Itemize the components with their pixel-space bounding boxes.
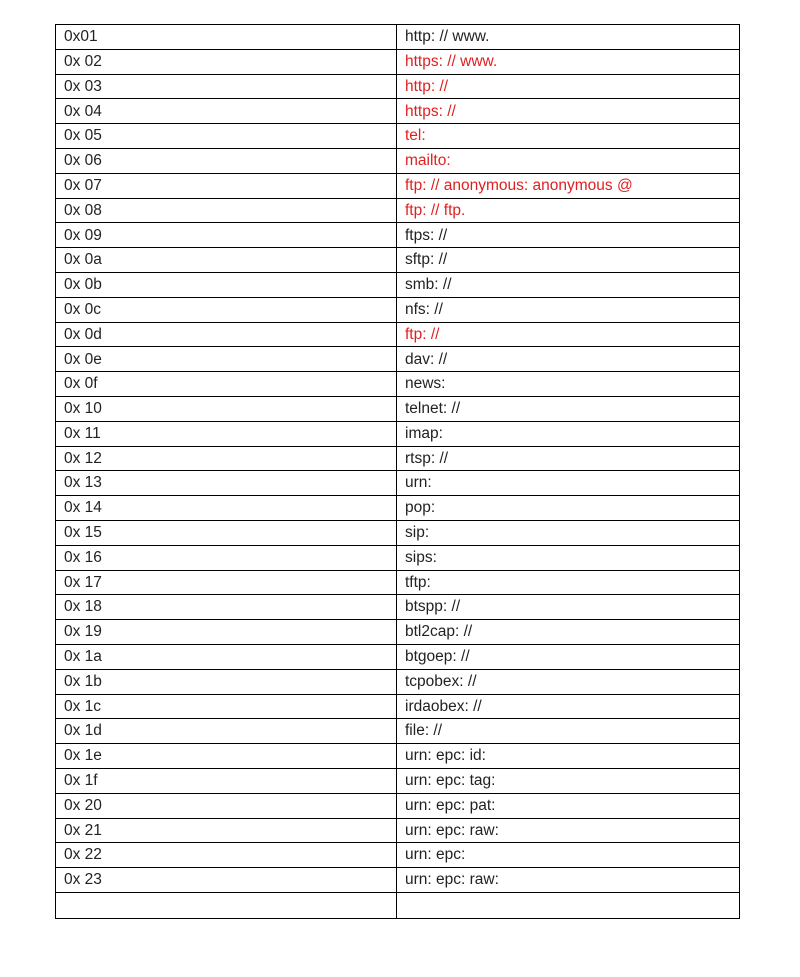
- code-cell: 0x 1f: [56, 768, 397, 793]
- code-cell: 0x 09: [56, 223, 397, 248]
- prefix-cell: https: //: [397, 99, 740, 124]
- prefix-cell: news:: [397, 372, 740, 397]
- prefix-cell: urn: epc: raw:: [397, 818, 740, 843]
- prefix-cell: ftp: //: [397, 322, 740, 347]
- code-cell: 0x 1b: [56, 669, 397, 694]
- table-row: [56, 496, 740, 521]
- prefix-cell: sftp: //: [397, 248, 740, 273]
- table-row: [56, 297, 740, 322]
- code-cell: 0x 1a: [56, 644, 397, 669]
- prefix-cell: mailto:: [397, 148, 740, 173]
- prefix-cell: btspp: //: [397, 595, 740, 620]
- code-cell: 0x 1c: [56, 694, 397, 719]
- code-cell: 0x 0a: [56, 248, 397, 273]
- table-row: [56, 644, 740, 669]
- code-cell: 0x01: [56, 25, 397, 50]
- table-row: [56, 74, 740, 99]
- code-cell: [56, 892, 397, 918]
- prefix-cell: urn: epc: tag:: [397, 768, 740, 793]
- table-row: [56, 545, 740, 570]
- code-cell: 0x 13: [56, 471, 397, 496]
- code-cell: 0x 07: [56, 173, 397, 198]
- table-row: [56, 868, 740, 893]
- table-row: [56, 198, 740, 223]
- table-row: [56, 471, 740, 496]
- table-row: [56, 372, 740, 397]
- table-row: [56, 719, 740, 744]
- code-cell: 0x 02: [56, 49, 397, 74]
- prefix-cell: dav: //: [397, 347, 740, 372]
- table-row: [56, 347, 740, 372]
- code-cell: 0x 0c: [56, 297, 397, 322]
- table-row: [56, 669, 740, 694]
- prefix-cell: [397, 892, 740, 918]
- table-row: [56, 768, 740, 793]
- table-row: [56, 793, 740, 818]
- code-cell: 0x 0f: [56, 372, 397, 397]
- prefix-cell: file: //: [397, 719, 740, 744]
- code-cell: 0x 06: [56, 148, 397, 173]
- table-row: [56, 223, 740, 248]
- prefix-cell: nfs: //: [397, 297, 740, 322]
- prefix-cell: urn:: [397, 471, 740, 496]
- prefix-cell: urn: epc: pat:: [397, 793, 740, 818]
- prefix-cell: ftps: //: [397, 223, 740, 248]
- code-cell: 0x 17: [56, 570, 397, 595]
- table-row: [56, 620, 740, 645]
- code-cell: 0x 16: [56, 545, 397, 570]
- table-row: [56, 173, 740, 198]
- code-cell: 0x 21: [56, 818, 397, 843]
- prefix-cell: tel:: [397, 124, 740, 149]
- code-cell: 0x 12: [56, 446, 397, 471]
- prefix-cell: btgoep: //: [397, 644, 740, 669]
- code-cell: 0x 08: [56, 198, 397, 223]
- code-cell: 0x 15: [56, 520, 397, 545]
- code-cell: 0x 03: [56, 74, 397, 99]
- prefix-cell: urn: epc:: [397, 843, 740, 868]
- table-row: [56, 248, 740, 273]
- code-cell: 0x 0b: [56, 272, 397, 297]
- table-row: [56, 570, 740, 595]
- prefix-cell: irdaobex: //: [397, 694, 740, 719]
- table-row: [56, 49, 740, 74]
- code-cell: 0x 10: [56, 396, 397, 421]
- table-row: [56, 396, 740, 421]
- prefix-cell: btl2cap: //: [397, 620, 740, 645]
- code-cell: 0x 1d: [56, 719, 397, 744]
- code-cell: 0x 0d: [56, 322, 397, 347]
- prefix-cell: sips:: [397, 545, 740, 570]
- prefix-cell: ftp: // anonymous: anonymous @: [397, 173, 740, 198]
- table-row: [56, 892, 740, 918]
- table-row: [56, 843, 740, 868]
- prefix-cell: tftp:: [397, 570, 740, 595]
- code-cell: 0x 05: [56, 124, 397, 149]
- code-cell: 0x 04: [56, 99, 397, 124]
- table-row: [56, 148, 740, 173]
- prefix-cell: imap:: [397, 421, 740, 446]
- code-cell: 0x 0e: [56, 347, 397, 372]
- prefix-cell: https: // www.: [397, 49, 740, 74]
- prefix-cell: ftp: // ftp.: [397, 198, 740, 223]
- table-row: [56, 446, 740, 471]
- prefix-cell: http: // www.: [397, 25, 740, 50]
- table-row: [56, 322, 740, 347]
- code-cell: 0x 1e: [56, 744, 397, 769]
- table-row: [56, 595, 740, 620]
- code-cell: 0x 20: [56, 793, 397, 818]
- table-row: [56, 818, 740, 843]
- code-cell: 0x 23: [56, 868, 397, 893]
- code-cell: 0x 19: [56, 620, 397, 645]
- table-row: [56, 124, 740, 149]
- code-cell: 0x 14: [56, 496, 397, 521]
- prefix-cell: urn: epc: id:: [397, 744, 740, 769]
- prefix-cell: telnet: //: [397, 396, 740, 421]
- prefix-cell: sip:: [397, 520, 740, 545]
- table-row: [56, 694, 740, 719]
- code-cell: 0x 22: [56, 843, 397, 868]
- code-cell: 0x 11: [56, 421, 397, 446]
- prefix-cell: pop:: [397, 496, 740, 521]
- table-row: [56, 272, 740, 297]
- prefix-cell: smb: //: [397, 272, 740, 297]
- table-row: [56, 421, 740, 446]
- table-row: [56, 744, 740, 769]
- prefix-cell: tcpobex: //: [397, 669, 740, 694]
- prefix-cell: http: //: [397, 74, 740, 99]
- prefix-cell: rtsp: //: [397, 446, 740, 471]
- uri-prefix-table: [55, 24, 740, 919]
- prefix-cell: urn: epc: raw:: [397, 868, 740, 893]
- table-row: [56, 99, 740, 124]
- code-cell: 0x 18: [56, 595, 397, 620]
- table-body: [56, 25, 740, 919]
- table-row: [56, 25, 740, 50]
- table-row: [56, 520, 740, 545]
